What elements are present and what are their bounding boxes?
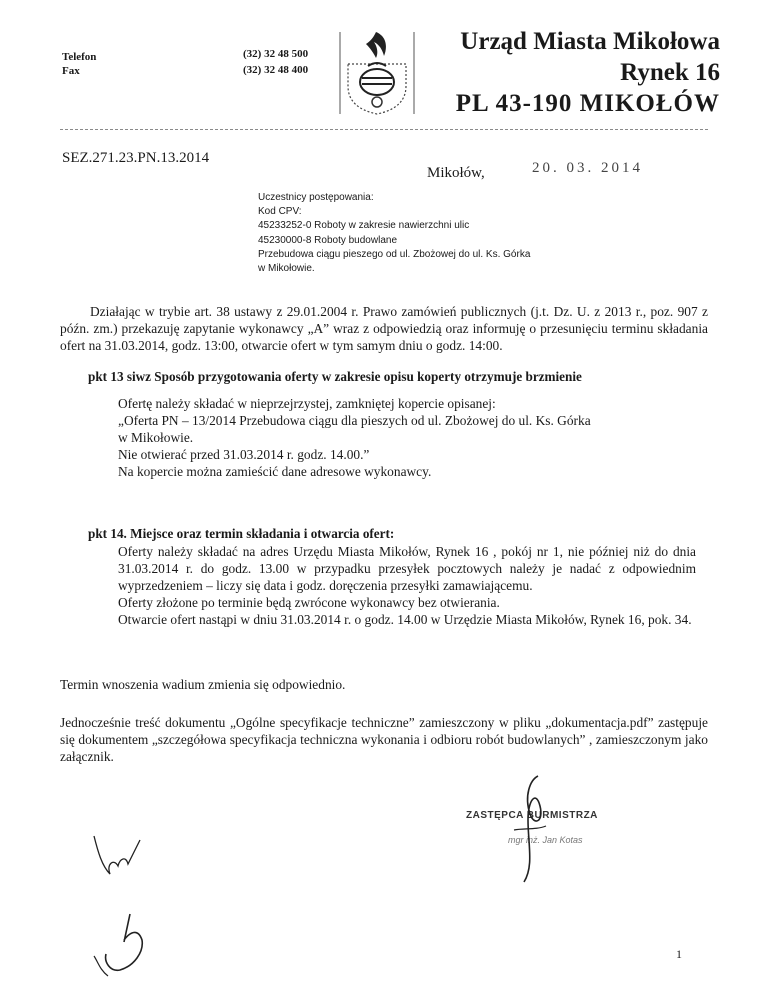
section-14-paragraph: Oferty złożone po terminie będą zwrócone wykonawcy bez otwierania. xyxy=(118,595,500,610)
addressee-line: w Mikołowie. xyxy=(258,263,315,275)
addressee-line: Kod CPV: xyxy=(258,206,302,218)
office-street: Rynek 16 xyxy=(620,59,720,86)
section-14-body xyxy=(118,543,696,628)
office-city: PL 43-190 MIKOŁÓW xyxy=(455,90,720,117)
deposit-note: Termin wnoszenia wadium zmienia się odpowiednio. xyxy=(60,677,346,692)
section-13-line: Ofertę należy składać w nieprzejrzystej, zamkniętej kopercie opisanej: xyxy=(118,396,496,411)
addressee-line: Przebudowa ciągu pieszego od ul. Zbożowej do ul. Ks. Górka xyxy=(258,248,531,260)
office-header xyxy=(456,26,720,120)
phone-label: Telefon xyxy=(62,51,97,63)
section-13-line: Na kopercie można zamieścić dane adresowe wykonawcy. xyxy=(118,464,432,479)
addressee-line: 45230000-8 Roboty budowlane xyxy=(258,234,397,246)
section-14-paragraph: Oferty należy składać na adres Urzędu Miasta Mikołów, Rynek 16 , pokój nr 1, nie później niż do dnia 31.03.2014 r. do godz. 13.00 w przypadku przesyłek pocztowych należy je nadać z odpowiednim wyprzedzeniem – liczy się data i godz. doręczenia przesyłki zamawiającemu. xyxy=(118,544,696,593)
signature-name: mgr inż. Jan Kotas xyxy=(508,835,583,845)
fax-value: (32) 32 48 400 xyxy=(243,64,309,76)
section-13-line: w Mikołowie. xyxy=(118,430,194,445)
date-stamp: 20. 03. 2014 xyxy=(532,160,643,176)
addressee-line: Uczestnicy postępowania: xyxy=(258,192,374,203)
paraph-scribble-icon xyxy=(84,910,164,980)
addressee-line: 45233252-0 Roboty w zakresie nawierzchni ulic xyxy=(258,220,470,232)
section-13-heading: pkt 13 siwz Sposób przygotowania oferty w zakresie opisu koperty otrzymuje brzmienie xyxy=(88,369,582,384)
closing-paragraph: Jednocześnie treść dokumentu „Ogólne specyfikacje techniczne” zamieszczony w pliku „dokumentacja.pdf” zastępuje się dokumentem „szczegółowa specyfikacja techniczna wykonania i odbioru robót budowlanych” , zamieszczonym jako załącznik. xyxy=(60,715,708,764)
contact-values xyxy=(243,46,308,78)
signature-title: ZASTĘPCA BURMISTRZA xyxy=(466,810,598,821)
place-label: Mikołów, xyxy=(427,165,485,181)
section-13-line: „Oferta PN – 13/2014 Przebudowa ciągu dla pieszych od ul. Zbożowej do ul. Ks. Górka xyxy=(118,413,591,428)
initials-scribble-icon xyxy=(88,830,168,910)
office-name: Urząd Miasta Mikołowa xyxy=(460,28,720,55)
coat-of-arms-icon xyxy=(338,26,416,118)
section-13-line: Nie otwierać przed 31.03.2014 r. godz. 14.00.” xyxy=(118,447,370,462)
signature-scribble-icon xyxy=(500,770,560,890)
addressee-block xyxy=(258,191,698,276)
header-divider xyxy=(60,129,708,130)
contact-labels xyxy=(62,50,96,78)
reference-number: SEZ.271.23.PN.13.2014 xyxy=(62,150,210,166)
phone-value: (32) 32 48 500 xyxy=(243,48,309,60)
section-14-heading: pkt 14. Miejsce oraz termin składania i otwarcia ofert: xyxy=(88,526,395,541)
section-14-paragraph: Otwarcie ofert nastąpi w dniu 31.03.2014 r. o godz. 14.00 w Urzędzie Miasta Mikołów, Rynek 16, pok. 34. xyxy=(118,612,692,627)
section-13-body xyxy=(118,395,696,480)
intro-paragraph: Działając w trybie art. 38 ustawy z 29.01.2004 r. Prawo zamówień publicznych (j.t. Dz. U. z 2013 r., poz. 907 z późn. zm.) przekazuję zapytanie wykonawcy „A” wraz z odpowiedzią oraz informuję o przesunięciu terminu składania ofert na 31.03.2014, godz. 13:00, otwarcie ofert w tym samym dniu o godz. 14:00. xyxy=(60,304,708,353)
page-number: 1 xyxy=(676,947,682,961)
fax-label: Fax xyxy=(62,65,80,77)
